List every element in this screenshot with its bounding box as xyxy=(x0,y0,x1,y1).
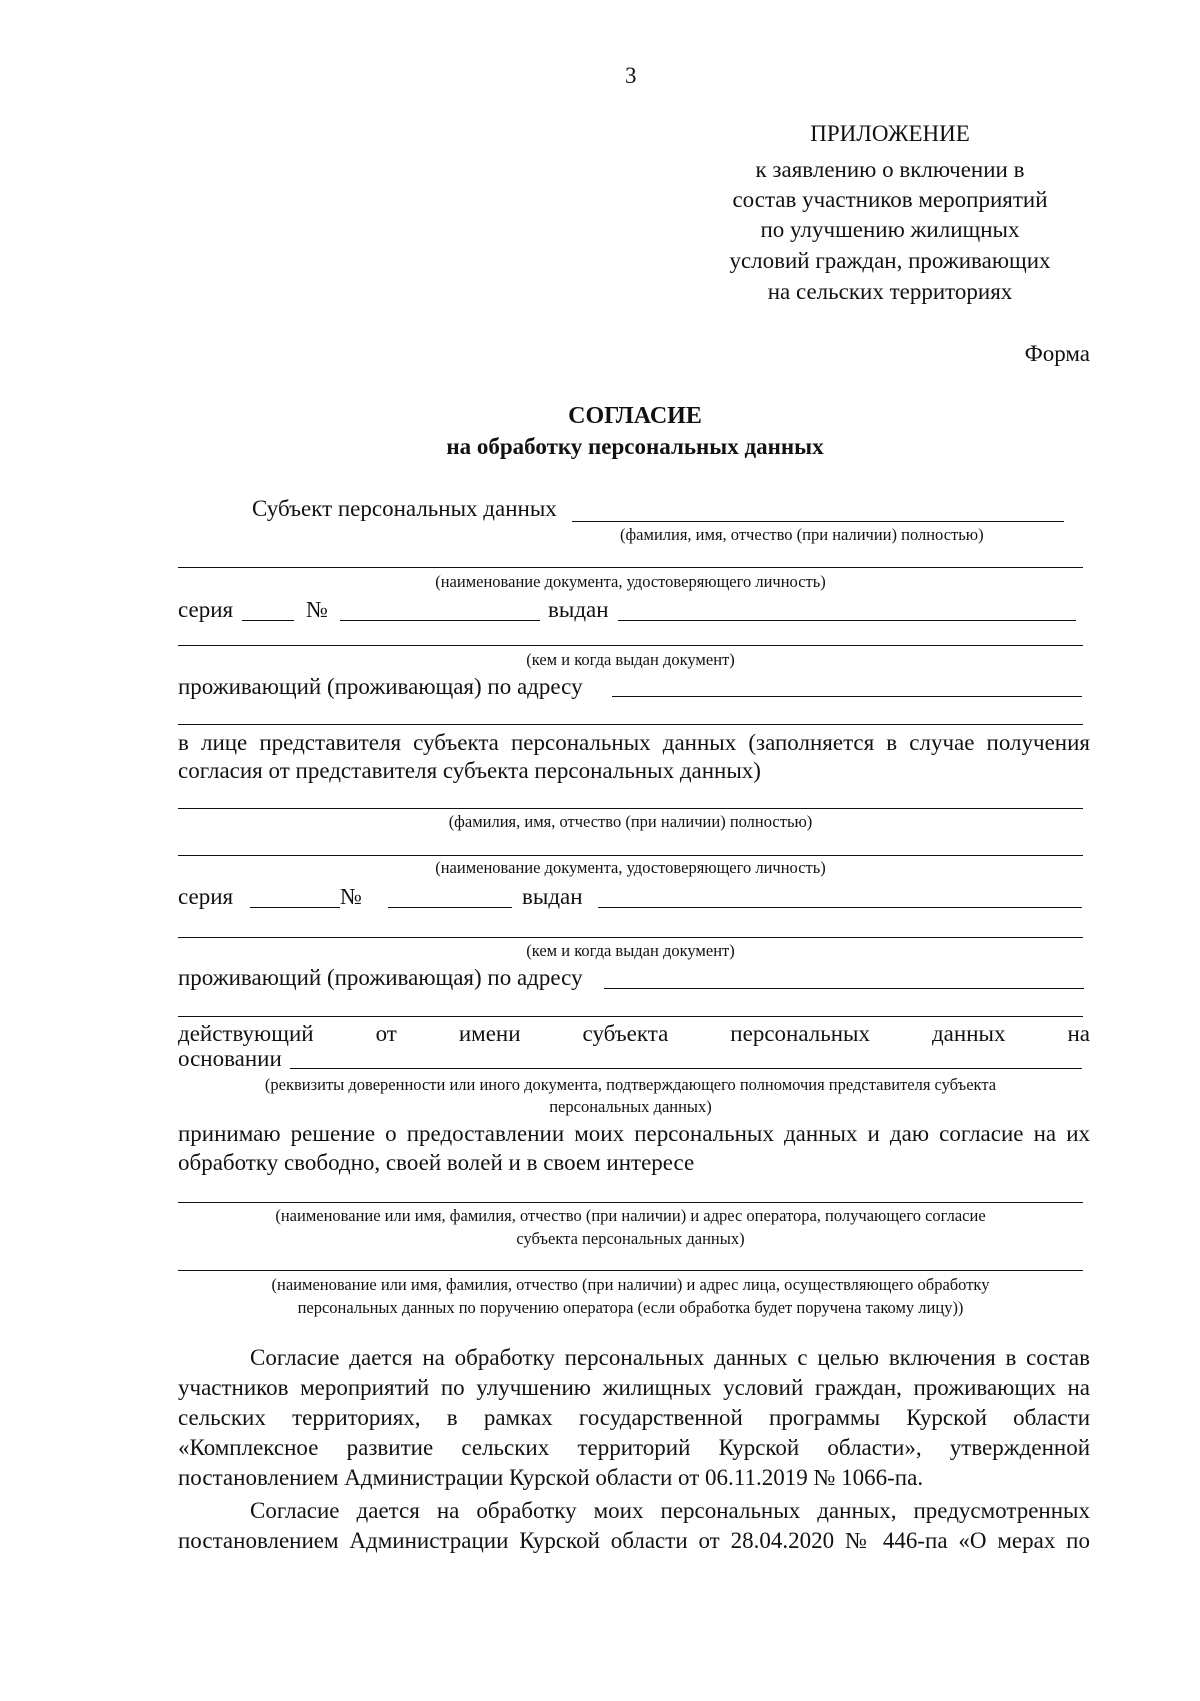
paragraph2-line2: постановлением Администрации Курской области от 28.04.2020 № 446-па «О мерах по xyxy=(178,1528,1090,1553)
page-number: 3 xyxy=(625,63,637,88)
representative-basis-hint-line1: (реквизиты доверенности или иного документа, подтверждающего полномочия представителя субъекта xyxy=(264,1075,997,1094)
paragraph1-line1: Согласие дается на обработку персональных данных с целью включения в состав xyxy=(250,1345,1090,1370)
representative-issued-line xyxy=(598,907,1082,908)
subject-address-label: проживающий (проживающая) по адресу xyxy=(178,674,583,699)
processor-hint-line2: персональных данных по поручению оператора (если обработка будет поручена такому лицу)) xyxy=(297,1298,964,1317)
decision-line1: принимаю решение о предоставлении моих персональных данных и даю согласие на их xyxy=(178,1121,1090,1146)
representative-issued-line-2 xyxy=(178,937,1083,938)
representative-basis-label: основании xyxy=(178,1046,282,1071)
operator-hint-line2: субъекта персональных данных) xyxy=(516,1229,745,1248)
representative-issued-label: выдан xyxy=(522,884,583,909)
subject-address-line xyxy=(612,696,1082,697)
representative-series-line xyxy=(250,907,340,908)
representative-basis-hint-line2: персональных данных) xyxy=(549,1097,712,1116)
representative-doc-hint: (наименование документа, удостоверяющего личность) xyxy=(435,858,826,877)
consent-title: СОГЛАСИЕ xyxy=(568,403,702,429)
subject-doc-hint: (наименование документа, удостоверяющего личность) xyxy=(435,572,826,591)
subject-issued-hint: (кем и когда выдан документ) xyxy=(526,650,735,669)
representative-intro-line2: согласия от представителя субъекта персональных данных) xyxy=(178,758,761,783)
appendix-line: условий граждан, проживающих xyxy=(729,248,1051,273)
representative-fio-hint: (фамилия, имя, отчество (при наличии) полностью) xyxy=(448,812,813,831)
subject-fio-hint: (фамилия, имя, отчество (при наличии) полностью) xyxy=(620,525,984,544)
subject-series-line xyxy=(242,620,294,621)
subject-fio-line xyxy=(572,521,1064,522)
subject-number-line xyxy=(340,620,540,621)
representative-fio-line xyxy=(178,808,1083,809)
representative-address-line xyxy=(604,988,1084,989)
representative-basis-line xyxy=(290,1068,1082,1069)
subject-issued-line xyxy=(618,620,1076,621)
representative-intro-line1: в лице представителя субъекта персональных данных (заполняется в случае получения xyxy=(178,730,1090,755)
form-label: Форма xyxy=(1024,341,1090,366)
subject-issued-label: выдан xyxy=(548,597,609,622)
representative-number-label: № xyxy=(340,884,362,909)
representative-address-label: проживающий (проживающая) по адресу xyxy=(178,965,583,990)
representative-number-line xyxy=(388,907,512,908)
operator-line xyxy=(178,1202,1083,1203)
representative-series-label: серия xyxy=(178,884,234,909)
appendix-line: к заявлению о включении в xyxy=(755,157,1025,182)
representative-doc-line xyxy=(178,855,1083,856)
representative-issued-hint: (кем и когда выдан документ) xyxy=(526,941,735,960)
paragraph1-line2: участников мероприятий по улучшению жилищных условий граждан, проживающих на xyxy=(178,1375,1090,1400)
appendix-line: на сельских территориях xyxy=(767,279,1013,304)
representative-acting-line: действующий от имени субъекта персональных данных на xyxy=(178,1021,1090,1046)
paragraph1-line3: сельских территориях, в рамках государственной программы Курской области xyxy=(178,1405,1090,1430)
subject-doc-line xyxy=(178,567,1083,568)
appendix-line: по улучшению жилищных xyxy=(760,217,1020,242)
subject-label: Субъект персональных данных xyxy=(252,496,557,521)
representative-address-line-2 xyxy=(178,1016,1083,1017)
appendix-line: состав участников мероприятий xyxy=(732,187,1048,212)
paragraph1-line4: «Комплексное развитие сельских территорий Курской области», утвержденной xyxy=(178,1435,1090,1460)
subject-series-label: серия xyxy=(178,597,234,622)
processor-line xyxy=(178,1270,1083,1271)
subject-number-label: № xyxy=(306,597,328,622)
operator-hint-line1: (наименование или имя, фамилия, отчество (при наличии) и адрес оператора, получающего согласие xyxy=(275,1206,986,1225)
appendix-title: ПРИЛОЖЕНИЕ xyxy=(810,121,970,146)
subject-issued-line-2 xyxy=(178,645,1083,646)
paragraph1-line5: постановлением Администрации Курской области от 06.11.2019 № 1066-па. xyxy=(178,1465,924,1490)
paragraph2-line1: Согласие дается на обработку моих персональных данных, предусмотренных xyxy=(250,1498,1090,1523)
decision-line2: обработку свободно, своей волей и в своем интересе xyxy=(178,1150,695,1175)
consent-subtitle: на обработку персональных данных xyxy=(446,434,824,459)
processor-hint-line1: (наименование или имя, фамилия, отчество (при наличии) и адрес лица, осуществляющего обработку xyxy=(271,1275,990,1294)
subject-address-line-2 xyxy=(178,724,1083,725)
